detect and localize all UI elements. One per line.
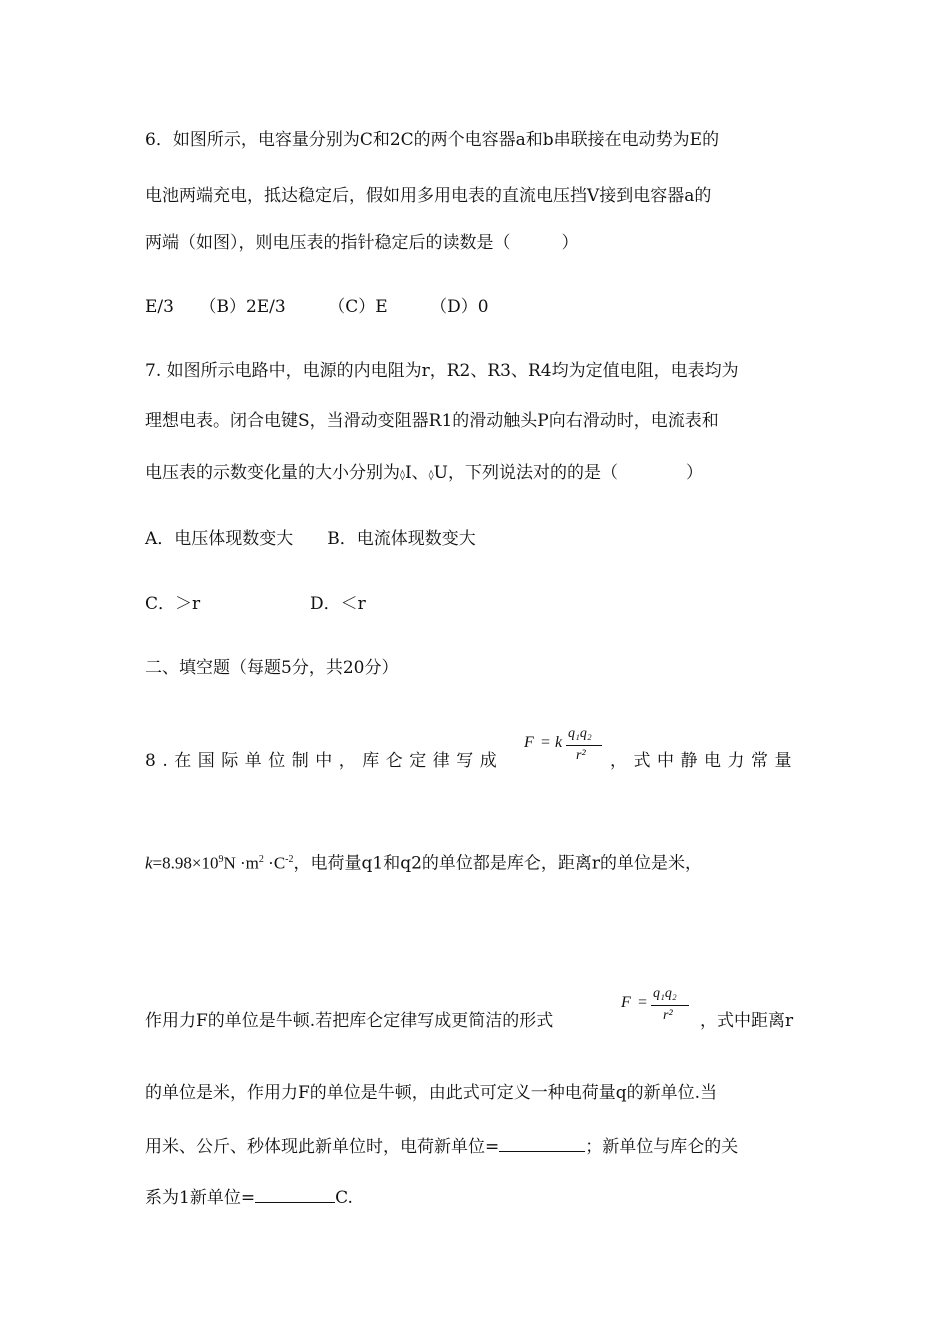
formula-numerator: q₁q₂ <box>653 986 677 1001</box>
k-symbol: k <box>145 853 153 873</box>
k-exp-3: -2 <box>285 854 294 865</box>
k-exp-2: 2 <box>258 854 264 865</box>
q8-line-5-end: ；新单位与库仑的关 <box>585 1137 739 1157</box>
q8-line-5-start: 用米、公斤、秒体现此新单位时，电荷新单位= <box>145 1137 500 1157</box>
q7-delta-u: U，下列说法对的的是（ ） <box>433 463 703 483</box>
q8-line-3-start: 作用力F的单位是牛顿.若把库仑定律写成更简洁的形式 <box>145 1011 554 1031</box>
formula-numerator: q₁q₂ <box>568 726 592 741</box>
formula-eq: = <box>638 994 648 1011</box>
q7-delta-i: I、 <box>404 463 429 483</box>
q7-line-2: 理想电表。闭合电键S，当滑动变阻器R1的滑动触头P向右滑动时，电流表和 <box>145 411 719 431</box>
q8-line-1-end: ，式中静电力常量 <box>610 751 798 771</box>
q8-line-5 <box>145 1135 738 1158</box>
q8-line-2 <box>145 849 702 875</box>
q8-line-3-end: ，式中距离r <box>700 1011 794 1031</box>
k-eq: = <box>152 853 163 873</box>
k-unit-1: N ·m <box>223 853 259 873</box>
formula-k: k <box>555 734 563 751</box>
formula-denominator: r² <box>576 748 586 763</box>
q8-line-6-start: 系为1新单位= <box>145 1188 256 1208</box>
q6-options: E/3 （B）2E/3 （C）E （D）0 <box>145 297 489 317</box>
simple-coulomb-formula <box>621 986 699 1030</box>
formula-f: F <box>621 994 631 1011</box>
fraction-bar <box>566 745 602 746</box>
formula-eq: = <box>541 734 551 751</box>
k-exp: 9 <box>218 854 224 865</box>
q8-line-1-start: 8.在国际单位制中，库仑定律写成 <box>145 751 504 771</box>
answer-blank-1[interactable] <box>499 1135 585 1152</box>
q8-line-6-end: C. <box>335 1188 353 1208</box>
q8-line-2-text: ，电荷量q1和q2的单位都是库仑，距离r的单位是米， <box>293 853 703 874</box>
formula-f: F <box>524 734 534 751</box>
delta-icon: ◊ <box>428 470 434 481</box>
coulomb-law-formula <box>524 726 614 770</box>
q7-line-1: 7. 如图所示电路中，电源的内电阻为r，R2、R3、R4均为定值电阻，电表均为 <box>145 361 739 381</box>
answer-blank-2[interactable] <box>255 1186 335 1203</box>
section-title: 二、填空题（每题5分，共20分） <box>145 658 399 678</box>
q7-options-ab: A．电压体现数变大 B．电流体现数变大 <box>145 529 476 549</box>
q6-line-2: 电池两端充电，抵达稳定后，假如用多用电表的直流电压挡V接到电容器a的 <box>145 186 712 206</box>
k-value: 8.98×10 <box>162 853 219 873</box>
q7-line-3 <box>145 462 703 487</box>
q7-line-3-start: 电压表的示数变化量的大小分别为 <box>145 463 400 483</box>
formula-denominator: r² <box>663 1008 673 1023</box>
q7-option-d: D．＜r <box>310 594 366 614</box>
q6-line-1: 6．如图所示，电容量分别为C和2C的两个电容器a和b串联接在电动势为E的 <box>145 130 720 150</box>
q8-line-6 <box>145 1186 353 1209</box>
q8-line-4: 的单位是米，作用力F的单位是牛顿，由此式可定义一种电荷量q的新单位.当 <box>145 1083 718 1103</box>
fraction-bar <box>651 1005 689 1006</box>
delta-icon: ◊ <box>400 470 405 481</box>
q6-line-3: 两端（如图），则电压表的指针稳定后的读数是（ ） <box>145 233 579 253</box>
q7-option-c: C．＞r <box>145 594 201 614</box>
k-unit-2: ·C <box>263 853 286 873</box>
